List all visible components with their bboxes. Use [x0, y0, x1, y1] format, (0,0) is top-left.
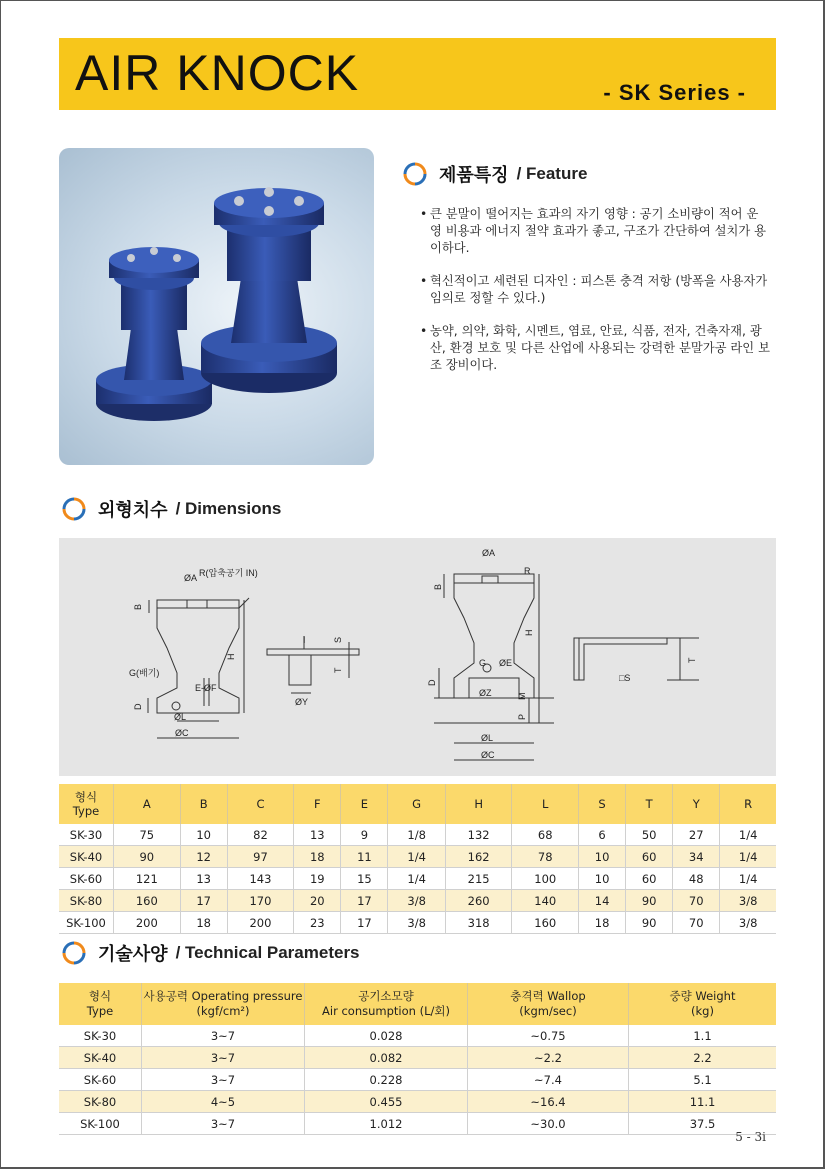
- table-header-row: [59, 983, 776, 1025]
- cell: ~2.2: [468, 1047, 629, 1069]
- header-L: L: [512, 784, 579, 824]
- cell: 75: [114, 824, 181, 846]
- header-R: R: [720, 784, 776, 824]
- cell: 82: [227, 824, 294, 846]
- cell: 3~7: [142, 1047, 305, 1069]
- header-ko: 공기소모량: [358, 989, 414, 1003]
- cell: 0.455: [305, 1091, 468, 1113]
- title-bar: [59, 38, 776, 110]
- cell: ~7.4: [468, 1069, 629, 1091]
- cell: SK-30: [59, 1025, 142, 1047]
- label-D: D: [133, 703, 143, 710]
- cell: 100: [512, 868, 579, 890]
- dimensions-heading: [62, 496, 281, 522]
- cell: 13: [180, 868, 227, 890]
- cell: 17: [180, 890, 227, 912]
- table-row: [59, 890, 776, 912]
- table-row: [59, 824, 776, 846]
- cell: 1/4: [720, 846, 776, 868]
- label-inlet: R(압축공기 IN): [199, 568, 258, 578]
- cell: 143: [227, 868, 294, 890]
- header-pressure: [142, 983, 305, 1025]
- header-H: H: [445, 784, 512, 824]
- cell: SK-100: [59, 912, 114, 934]
- table-row: [59, 868, 776, 890]
- page-title: AIR KNOCK: [75, 45, 360, 101]
- technical-heading: [62, 940, 360, 966]
- cell: 17: [341, 912, 388, 934]
- cell: 19: [294, 868, 341, 890]
- cell: 48: [673, 868, 720, 890]
- cell: 260: [445, 890, 512, 912]
- cell: 2.2: [629, 1047, 777, 1069]
- feature-heading-ko: 제품특징: [439, 165, 509, 186]
- series-label: - SK Series -: [603, 80, 746, 105]
- label-H-2: H: [524, 629, 534, 636]
- dimension-drawings: [59, 538, 776, 776]
- cell: 90: [626, 890, 673, 912]
- cell: 170: [227, 890, 294, 912]
- cell: 23: [294, 912, 341, 934]
- cell: 3~7: [142, 1025, 305, 1047]
- table-row: [59, 1047, 776, 1069]
- cell: 3/8: [720, 912, 776, 934]
- cell: 160: [114, 890, 181, 912]
- air-knock-illustration: [59, 148, 374, 465]
- cell: ~0.75: [468, 1025, 629, 1047]
- header-C: C: [227, 784, 294, 824]
- cell: 1/4: [720, 868, 776, 890]
- cell: 3/8: [388, 912, 445, 934]
- cell: SK-80: [59, 1091, 142, 1113]
- label-phiA: ØA: [184, 573, 198, 583]
- label-phiA-2: ØA: [482, 548, 496, 558]
- cell: 50: [626, 824, 673, 846]
- label-B-2: B: [433, 583, 443, 590]
- cell: 12: [180, 846, 227, 868]
- cell: 121: [114, 868, 181, 890]
- cell: 10: [579, 846, 626, 868]
- section-ring-icon: [62, 941, 86, 965]
- label-B: B: [133, 603, 143, 610]
- cell: 0.228: [305, 1069, 468, 1091]
- label-phiZ: ØZ: [479, 688, 492, 698]
- cell: 0.082: [305, 1047, 468, 1069]
- cell: 70: [673, 890, 720, 912]
- table-row: [59, 846, 776, 868]
- label-EF: E-ØF: [195, 683, 217, 693]
- header-B: B: [180, 784, 227, 824]
- cell: 9: [341, 824, 388, 846]
- table-row: [59, 1025, 776, 1047]
- technical-heading-en: / Technical Parameters: [175, 943, 360, 962]
- cell: ~30.0: [468, 1113, 629, 1135]
- cell: 17: [341, 890, 388, 912]
- cell: SK-100: [59, 1113, 142, 1135]
- label-phiY: ØY: [295, 697, 309, 707]
- header-ko: 사용공력 Operating pressure: [143, 989, 303, 1003]
- cell: 68: [512, 824, 579, 846]
- cell: 3/8: [720, 890, 776, 912]
- label-phiE: ØE: [499, 658, 513, 668]
- cell: 97: [227, 846, 294, 868]
- header-E: E: [341, 784, 388, 824]
- cell: 13: [294, 824, 341, 846]
- cell: 90: [626, 912, 673, 934]
- cell: 18: [579, 912, 626, 934]
- cell: ~16.4: [468, 1091, 629, 1113]
- cell: 1/8: [388, 824, 445, 846]
- cell: 215: [445, 868, 512, 890]
- cell: SK-80: [59, 890, 114, 912]
- header-ko: 중량 Weight: [669, 989, 736, 1003]
- header-S: S: [579, 784, 626, 824]
- cell: 4~5: [142, 1091, 305, 1113]
- feature-heading-en: / Feature: [516, 164, 588, 183]
- cell: 70: [673, 912, 720, 934]
- label-M: M: [517, 692, 527, 700]
- label-sq-S: □S: [619, 673, 631, 683]
- label-exhaust: G(배기): [129, 668, 160, 678]
- cell: 27: [673, 824, 720, 846]
- header-weight: [629, 983, 777, 1025]
- table-header-row: [59, 784, 776, 824]
- cell: 6: [579, 824, 626, 846]
- cell: 140: [512, 890, 579, 912]
- cell: 18: [180, 912, 227, 934]
- label-H: H: [226, 653, 236, 660]
- dimensions-heading-en: / Dimensions: [175, 499, 282, 518]
- header-G: G: [388, 784, 445, 824]
- cell: SK-40: [59, 1047, 142, 1069]
- feature-heading: [403, 161, 587, 187]
- cell: 18: [294, 846, 341, 868]
- cell: SK-60: [59, 868, 114, 890]
- header-type: [59, 983, 142, 1025]
- header-ko: 형식: [88, 989, 112, 1003]
- table-row: [59, 1069, 776, 1091]
- feature-text: 농약, 의약, 화학, 시멘트, 염료, 안료, 식품, 전자, 건축자재, 광산, 환경 보호 및 다른 산업에 사용되는 강력한 분말가공 라인 보조 장비이다.: [430, 324, 770, 372]
- section-ring-icon: [62, 497, 86, 521]
- label-phiC-2: ØC: [481, 750, 495, 760]
- section-ring-icon: [403, 162, 427, 186]
- cell: 78: [512, 846, 579, 868]
- table-row: [59, 1113, 776, 1135]
- cell: 318: [445, 912, 512, 934]
- technical-table: [59, 983, 776, 1135]
- header-ko: 충격력 Wallop: [510, 989, 586, 1003]
- header-wallop: [468, 983, 629, 1025]
- cell: 20: [294, 890, 341, 912]
- label-I: I: [303, 635, 306, 645]
- feature-list: [420, 206, 770, 390]
- dimensions-table: [59, 784, 776, 934]
- cell: 15: [341, 868, 388, 890]
- table-row: [59, 1091, 776, 1113]
- label-T-2: T: [687, 657, 697, 663]
- cell: 60: [626, 868, 673, 890]
- cell: SK-60: [59, 1069, 142, 1091]
- technical-heading-ko: 기술사양: [98, 944, 168, 965]
- label-T: T: [333, 667, 343, 673]
- label-phiC: ØC: [175, 728, 189, 738]
- cell: 1/4: [388, 868, 445, 890]
- cell: 11: [341, 846, 388, 868]
- cell: 1/4: [720, 824, 776, 846]
- dimensions-heading-ko: 외형치수: [98, 500, 168, 521]
- cell: 132: [445, 824, 512, 846]
- header-T: T: [626, 784, 673, 824]
- label-D-2: D: [427, 679, 437, 686]
- cell: 5.1: [629, 1069, 777, 1091]
- label-S: S: [333, 636, 343, 643]
- cell: 200: [114, 912, 181, 934]
- header-en: (kgm/sec): [519, 1004, 577, 1018]
- feature-text: 혁신적이고 세련된 디자인 : 피스톤 충격 저항 (방폭을 사용자가 임의로 정할 수 있다.): [430, 274, 768, 305]
- header-type: 형식 Type: [59, 784, 114, 824]
- label-P: P: [517, 713, 527, 720]
- header-en: (kg): [691, 1004, 714, 1018]
- feature-text: 큰 분말이 떨어지는 효과의 자기 영향 : 공기 소비량이 적어 운영 비용과 에너지 절약 효과가 좋고, 구조가 간단하여 설치가 용이하다.: [430, 207, 767, 255]
- header-F: F: [294, 784, 341, 824]
- header-en: Type: [86, 1004, 114, 1018]
- cell: 90: [114, 846, 181, 868]
- cell: 10: [180, 824, 227, 846]
- header-en: Air consumption (L/회): [322, 1004, 450, 1018]
- label-phiL-2: ØL: [481, 733, 494, 743]
- bullet: •: [420, 324, 428, 338]
- table-row: [59, 912, 776, 934]
- cell: 3~7: [142, 1069, 305, 1091]
- page-number: 5 - 3i: [735, 1130, 766, 1144]
- cell: 11.1: [629, 1091, 777, 1113]
- bullet: •: [420, 207, 428, 221]
- label-G: G: [479, 658, 487, 668]
- cell: 1.012: [305, 1113, 468, 1135]
- cell: 34: [673, 846, 720, 868]
- header-A: A: [114, 784, 181, 824]
- feature-item: [420, 206, 770, 257]
- cell: 3~7: [142, 1113, 305, 1135]
- label-R: R: [524, 566, 531, 576]
- technical-drawing: [59, 538, 776, 776]
- cell: 37.5: [629, 1113, 777, 1135]
- cell: SK-30: [59, 824, 114, 846]
- cell: 162: [445, 846, 512, 868]
- cell: 14: [579, 890, 626, 912]
- cell: 10: [579, 868, 626, 890]
- header-consumption: [305, 983, 468, 1025]
- cell: 1.1: [629, 1025, 777, 1047]
- cell: 1/4: [388, 846, 445, 868]
- cell: 0.028: [305, 1025, 468, 1047]
- product-photo: [59, 148, 374, 465]
- cell: 3/8: [388, 890, 445, 912]
- cell: 160: [512, 912, 579, 934]
- bullet: •: [420, 274, 428, 288]
- header-en: (kgf/cm²): [196, 1004, 250, 1018]
- feature-item: [420, 273, 770, 307]
- header-Y: Y: [673, 784, 720, 824]
- cell: 200: [227, 912, 294, 934]
- cell: SK-40: [59, 846, 114, 868]
- cell: 60: [626, 846, 673, 868]
- feature-item: [420, 323, 770, 374]
- label-phiL: ØL: [174, 712, 187, 722]
